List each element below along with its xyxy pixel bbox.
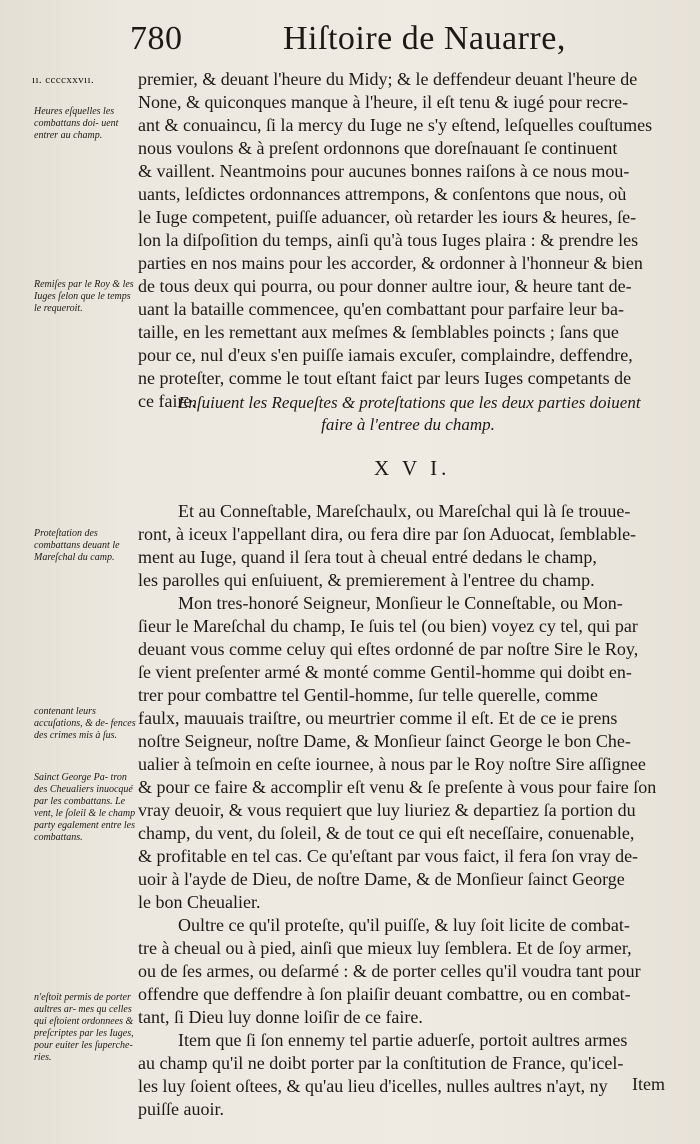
catchword: Item xyxy=(632,1074,665,1094)
body-line: None, & quiconques manque à l'heure, il eſt tenu & iugé pour recre- xyxy=(138,92,629,112)
body-line: les luy ſoient oſtees, & qu'au lieu d'icelles, nulles aultres n'ayt, ny xyxy=(138,1076,608,1096)
body-line: parties en nos mains pour les accorder, & ordonner à l'honneur & bien xyxy=(138,253,643,273)
body-line: pour ce, nul d'eux s'en puiſſe iamais excuſer, complaindre, deffendre, xyxy=(138,345,633,365)
body-line: ce faire. xyxy=(138,391,196,411)
margin-note: Sainct George Pa- tron des Cheualiers inuocqué par les combattans. Le vent, le ſoleil & le champ party egalement entre les combattans. xyxy=(34,772,136,843)
margin-note: Remiſes par le Roy & les Iuges ſelon que le temps le requeroit. xyxy=(34,279,134,314)
margin-note: contenant leurs accuſations, & de- fences des crimes mis à ſus. xyxy=(34,706,136,741)
body-line: ſieur le Mareſchal du champ, Ie ſuis tel (ou bien) voyez cy tel, qui par xyxy=(138,616,638,636)
margin-note: Heures eſquelles les combattans doi- uent entrer au champ. xyxy=(34,106,119,141)
body-line: le bon Cheualier. xyxy=(138,892,261,912)
body-line: trer pour combattre tel Gentil-homme, ſur telle querelle, comme xyxy=(138,685,598,705)
body-line: uoir à l'ayde de Dieu, de noſtre Dame, & de Monſieur ſainct George xyxy=(138,869,625,889)
body-line: & profitable en tel cas. Ce qu'eſtant par vous faict, il fera ſon vray de- xyxy=(138,846,639,866)
body-line: de tous deux qui pourra, ou pour donner aultre iour, & heure tant de- xyxy=(138,276,632,296)
body-line: ou de ſes armes, ou deſarmé : & de porter celles qu'il voudra tant pour xyxy=(138,961,641,981)
body-line: lon la diſpoſition du temps, ainſi qu'à tous Iuges plaira : & prendre les xyxy=(138,230,639,250)
margin-note: n'eſtoit permis de porter aultres ar- mes qu celles qui eſtoient ordonnees & preſcriptes par les Iuges, pour euiter les ſuperche- ries. xyxy=(34,992,134,1063)
body-line: & vaillent. Neantmoins pour aucunes bonnes raiſons à ce nous mou- xyxy=(138,161,630,181)
body-line: les parolles qui enſuiuent, & premierement à l'entree du champ. xyxy=(138,570,595,590)
body-line: ant & conuaincu, ſi la mercy du Iuge ne s'y eſtend, leſquelles couſtumes xyxy=(138,115,653,135)
section-number: X V I. xyxy=(374,456,451,480)
body-line: ment au Iuge, quand il ſera tout à cheual entré dedans le champ, xyxy=(138,547,597,567)
body-line: vray deuoir, & vous requiert que luy liuriez & departiez ſa portion du xyxy=(138,800,636,820)
body-line: & pour ce faire & accomplir eſt venu & ſe preſente à vous pour faire ſon xyxy=(138,777,657,797)
body-line: le Iuge competent, puiſſe aduancer, où retarder les iours & heures, ſe- xyxy=(138,207,637,227)
body-line: ualier à teſmoin en ceſte iournee, à nous par le Roy noſtre Sire aſſignee xyxy=(138,754,646,774)
body-line: offendre que deffendre à ſon plaiſir deuant combattre, ou en combat- xyxy=(138,984,631,1004)
body-line: champ, du vent, du ſoleil, & de tout ce qui eſt neceſſaire, conuenable, xyxy=(138,823,635,843)
body-line: taille, en les remettant aux meſmes & ſemblables poincts ; ſans que xyxy=(138,322,619,342)
section-heading: Enſuiuent les Requeſtes & proteſtations que les deux parties doiuent xyxy=(178,393,641,412)
section-heading: faire à l'entree du champ. xyxy=(321,415,495,434)
body-line: Item que ſi ſon ennemy tel partie aduerſe, portoit aultres armes xyxy=(178,1030,628,1050)
body-line: tant, ſi Dieu luy donne loiſir de ce faire. xyxy=(138,1007,423,1027)
body-line: faulx, mauuais traiſtre, ou meurtrier comme il eſt. Et de ce ie prens xyxy=(138,708,618,728)
running-head-title: Hiſtoire de Nauarre, xyxy=(283,20,566,57)
body-line: noſtre Seigneur, noſtre Dame, & Monſieur ſainct George le bon Che- xyxy=(138,731,631,751)
folio-note: ıı. ccccxxvıı. xyxy=(32,74,95,86)
body-line: ne proteſter, comme le tout eſtant faict par leurs Iuges competants de xyxy=(138,368,632,388)
page-number: 780 xyxy=(130,20,183,57)
body-line: ront, à iceux l'appellant dira, ou fera dire par ſon Aduocat, ſemblable- xyxy=(138,524,637,544)
body-line: nous voulons & à preſent ordonnons que doreſnauant ſe continuent xyxy=(138,138,618,158)
body-line: ſe vient preſenter armé & monté comme Gentil-homme qui doibt en- xyxy=(138,662,632,682)
body-line: tre à cheual ou à pied, ainſi que mieux luy ſemblera. Et de ſoy armer, xyxy=(138,938,632,958)
body-line: Mon tres-honoré Seigneur, Monſieur le Conneſtable, ou Mon- xyxy=(178,593,623,613)
body-line: Oultre ce qu'il proteſte, qu'il puiſſe, & luy ſoit licite de combat- xyxy=(178,915,630,935)
body-line: au champ qu'il ne doibt porter par la conſtitution de France, qu'icel- xyxy=(138,1053,624,1073)
margin-note: Proteſtation des combattans deuant le Mareſchal du camp. xyxy=(34,528,120,563)
body-line: Et au Conneſtable, Mareſchaulx, ou Mareſchal qui là ſe trouue- xyxy=(178,501,631,521)
body-line: premier, & deuant l'heure du Midy; & le deffendeur deuant l'heure de xyxy=(138,69,638,89)
body-line: uants, leſdictes ordonnances attrempons, & conſentons que nous, où xyxy=(138,184,627,204)
body-line: puiſſe auoir. xyxy=(138,1099,224,1119)
body-line: uant la bataille commencee, qu'en combattant pour parfaire leur ba- xyxy=(138,299,625,319)
body-line: deuant vous comme celuy qui eſtes ordonné de par noſtre Sire le Roy, xyxy=(138,639,639,659)
